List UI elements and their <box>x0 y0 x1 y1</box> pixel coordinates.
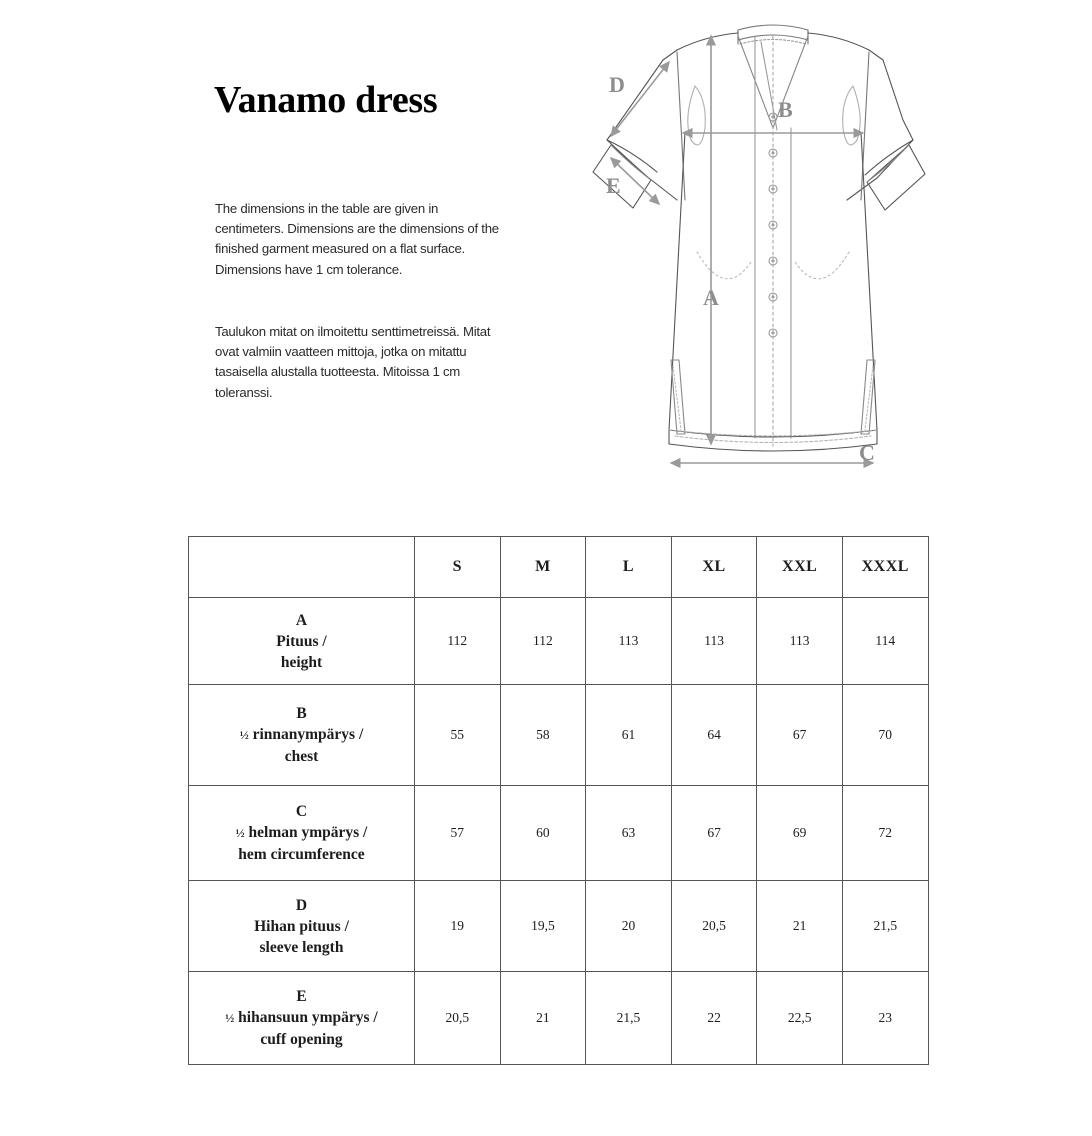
header-size-xxxl: XXXL <box>842 537 928 598</box>
row-letter-d: D <box>295 896 308 914</box>
row-label-c-fi: helman ympärys / <box>248 824 368 841</box>
row-label-a-en: height <box>280 653 323 671</box>
cell-c-l: 63 <box>586 786 672 881</box>
cell-e-m: 21 <box>500 972 586 1065</box>
table-row <box>189 881 929 972</box>
cell-a-xxl: 113 <box>757 598 843 685</box>
cell-d-xl: 20,5 <box>671 881 757 972</box>
cell-c-m: 60 <box>500 786 586 881</box>
table-row <box>189 598 929 685</box>
cell-b-s: 55 <box>415 685 501 786</box>
table-body <box>189 598 929 1065</box>
row-label-c <box>189 786 415 881</box>
cell-b-xxl: 67 <box>757 685 843 786</box>
row-label-c-en: hem circumference <box>238 846 365 863</box>
cell-a-xl: 113 <box>671 598 757 685</box>
description-english: The dimensions in the table are given in centimeters. Dimensions are the dimensions of the finished garment measured on a flat surface. Dimensions have 1 cm tolerance. <box>215 201 499 277</box>
cell-d-xxxl: 21,5 <box>842 881 928 972</box>
row-label-d-fi: Hihan pituus / <box>254 917 349 935</box>
row-label-d-en: sleeve length <box>259 938 344 956</box>
cell-d-xxl: 21 <box>757 881 843 972</box>
row-letter-a: A <box>295 611 308 629</box>
table-header-row <box>189 537 929 598</box>
cell-d-m: 19,5 <box>500 881 586 972</box>
cell-e-s: 20,5 <box>415 972 501 1065</box>
cell-b-xl: 64 <box>671 685 757 786</box>
header-size-s: S <box>415 537 501 598</box>
table-row <box>189 972 929 1065</box>
dimension-label-a: A <box>703 285 719 310</box>
row-letter-b: B <box>296 705 307 722</box>
row-prefix-e: ½ <box>225 1011 235 1025</box>
row-label-b-fi: rinnanympärys / <box>252 726 364 743</box>
row-letter-c: C <box>295 803 308 820</box>
header-size-m: M <box>500 537 586 598</box>
header-size-l: L <box>586 537 672 598</box>
dimension-label-c: C <box>859 440 875 465</box>
cell-e-l: 21,5 <box>586 972 672 1065</box>
cell-c-s: 57 <box>415 786 501 881</box>
cell-c-xxl: 69 <box>757 786 843 881</box>
cell-a-m: 112 <box>500 598 586 685</box>
row-label-a <box>189 598 415 685</box>
row-label-e <box>189 972 415 1065</box>
cell-a-xxxl: 114 <box>842 598 928 685</box>
row-label-b <box>189 685 415 786</box>
header-measurement <box>189 537 415 598</box>
row-letter-e: E <box>296 988 307 1005</box>
row-label-b-en: chest <box>284 748 319 765</box>
cell-a-s: 112 <box>415 598 501 685</box>
row-label-e-en: cuff opening <box>260 1031 343 1048</box>
header-size-xxl: XXL <box>757 537 843 598</box>
row-prefix-b: ½ <box>239 728 249 742</box>
dimension-label-e: E <box>606 173 621 198</box>
table-row <box>189 685 929 786</box>
cell-d-l: 20 <box>586 881 672 972</box>
dimension-label-b: B <box>778 97 793 122</box>
row-label-a-fi: Pituus / <box>276 632 327 650</box>
cell-e-xl: 22 <box>671 972 757 1065</box>
table-header <box>189 537 929 598</box>
cell-d-s: 19 <box>415 881 501 972</box>
table-row <box>189 786 929 881</box>
row-prefix-c: ½ <box>235 826 245 840</box>
cell-b-l: 61 <box>586 685 672 786</box>
row-label-d <box>189 881 415 972</box>
cell-e-xxxl: 23 <box>842 972 928 1065</box>
page-title: Vanamo dress <box>214 79 438 121</box>
row-label-e-fi: hihansuun ympärys / <box>238 1009 378 1026</box>
cell-e-xxl: 22,5 <box>757 972 843 1065</box>
cell-c-xl: 67 <box>671 786 757 881</box>
header-size-xl: XL <box>671 537 757 598</box>
cell-b-m: 58 <box>500 685 586 786</box>
description-finnish: Taulukon mitat on ilmoitettu senttimetreissä. Mitat ovat valmiin vaatteen mittoja, jotka on mitattu tasaisella alustalla tuotteesta. Mitoissa 1 cm toleranssi. <box>215 324 491 400</box>
cell-b-xxxl: 70 <box>842 685 928 786</box>
dress-line-drawing <box>585 0 930 500</box>
cell-c-xxxl: 72 <box>842 786 928 881</box>
size-chart-table <box>188 536 929 1065</box>
dimension-label-d: D <box>609 72 625 97</box>
cell-a-l: 113 <box>586 598 672 685</box>
garment-illustration <box>585 0 930 500</box>
